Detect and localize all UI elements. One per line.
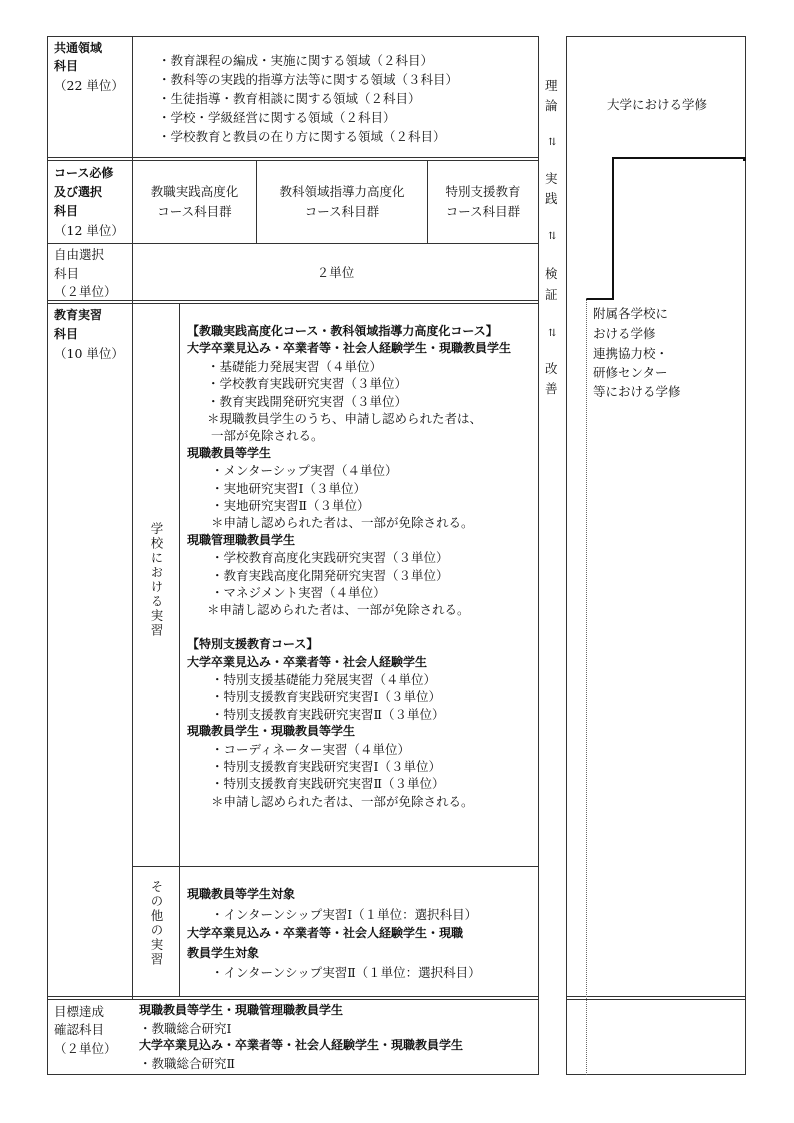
cycle-practice-1: 実 <box>545 171 558 186</box>
course-label-3: 科目 <box>54 204 79 218</box>
table-border-left <box>47 36 48 1075</box>
school-practicum-line: 【特別支援教育コース】 <box>187 637 319 652</box>
school-practicum-line: ・基礎能力発展実習（４単位） <box>207 358 383 374</box>
course-label-1: コース必修 <box>54 166 114 180</box>
other-practicum-line: ・インターンシップ実習Ⅰ（１単位：選択科目） <box>211 906 478 922</box>
school-practicum-line: ・コーディネーター実習（４単位） <box>211 741 411 757</box>
practicum-label-1: 教育実習 <box>54 308 103 322</box>
other-practicum-line: ・インターンシップ実習Ⅱ（１単位：選択科目） <box>211 965 481 980</box>
common-item: ・学校・学級経営に関する領域（２科目） <box>158 110 396 125</box>
step-line-corner <box>743 157 746 161</box>
course-group-2-line-2: コース科目群 <box>304 204 380 219</box>
group-divider <box>256 160 257 244</box>
table-border-right <box>538 36 539 1075</box>
row-divider-double <box>47 303 539 304</box>
other-practicum-label: その他の実習 <box>149 880 164 967</box>
cycle-verify-2: 証 <box>545 287 558 302</box>
goal-label-2: 確認科目 <box>54 1022 105 1037</box>
practicum-label-2: 科目 <box>54 327 79 341</box>
box-divider <box>566 996 746 997</box>
school-practicum-line: ・特別支援基礎能力発展実習（４単位） <box>211 672 437 687</box>
school-learning-1: 附属各学校に <box>593 306 669 321</box>
school-practicum-line: ・実地研究実習Ⅱ（３単位） <box>211 498 370 513</box>
box-border-left <box>566 36 567 1075</box>
dotted-guide <box>586 298 587 1075</box>
school-learning-5: 等における学修 <box>593 384 681 399</box>
row-divider <box>47 996 539 997</box>
course-group-1-line-1: 教職実践高度化 <box>150 184 239 199</box>
course-group-1-line-2: コース科目群 <box>157 204 232 219</box>
label-column-divider <box>132 36 133 999</box>
goal-line: ・教職総合研究Ⅱ <box>139 1055 235 1071</box>
sub-label-divider <box>179 303 180 997</box>
school-practicum-line: ＊申請し認められた者は、一部が免除される。 <box>211 793 474 809</box>
school-practicum-line: ＊申請し認められた者は、一部が免除される。 <box>207 602 470 618</box>
school-practicum-line: ・特別支援教育実践研究実習Ⅱ（３単位） <box>211 776 445 792</box>
free-units: （２単位） <box>54 284 117 299</box>
common-label-1: 共通領域 <box>54 41 103 55</box>
school-practicum-line: ・教育実践開発研究実習（３単位） <box>207 393 408 409</box>
step-line-top <box>612 157 746 159</box>
cycle-improve-2: 善 <box>545 381 558 396</box>
school-learning-3: 連携協力校・ <box>593 346 669 361</box>
cycle-verify-1: 検 <box>545 266 558 281</box>
school-practicum-line: ・特別支援教育実践研究実習Ⅰ（３単位） <box>211 689 441 705</box>
school-practicum-line: ・特別支援教育実践研究実習Ⅰ（３単位） <box>211 759 441 774</box>
free-value: ２単位 <box>316 265 355 280</box>
goal-line: ・教職総合研究Ⅰ <box>139 1020 232 1036</box>
school-practicum-label: 学校における実習 <box>149 522 164 638</box>
subrow-divider <box>132 866 539 867</box>
school-practicum-line: ＊申請し認められた者は、一部が免除される。 <box>211 515 474 531</box>
cycle-arrow-icon: ⇅ <box>548 328 557 339</box>
school-learning-2: おける学修 <box>593 326 656 341</box>
other-practicum-line: 現職教員等学生対象 <box>187 887 296 901</box>
step-line-vertical <box>612 157 614 299</box>
course-group-2-line-1: 教科領域指導力高度化 <box>279 184 405 199</box>
table-border-bottom <box>47 1074 539 1075</box>
row-divider <box>47 157 539 158</box>
common-item: ・教科等の実践的指導方法等に関する領域（３科目） <box>158 72 459 87</box>
school-practicum-line: ・メンターシップ実習（４単位） <box>211 463 398 479</box>
course-group-3-line-1: 特別支援教育 <box>445 184 521 199</box>
cycle-practice-2: 践 <box>545 191 558 206</box>
free-label-2: 科目 <box>54 266 80 281</box>
common-units: （22 単位） <box>54 78 124 93</box>
cycle-arrow-icon: ⇅ <box>548 137 557 148</box>
practicum-units: （10 単位） <box>54 346 124 361</box>
school-practicum-line: ・学校教育実践研究実習（３単位） <box>207 376 408 392</box>
school-learning-4: 研修センター <box>593 365 668 380</box>
school-practicum-line: ・学校教育高度化実践研究実習（３単位） <box>211 550 449 566</box>
school-practicum-line: ・教育実践高度化開発研究実習（３単位） <box>211 567 449 583</box>
common-label-2: 科目 <box>54 59 79 73</box>
university-learning: 大学における学修 <box>607 97 708 112</box>
table-border-top <box>47 36 539 37</box>
cycle-improve-1: 改 <box>545 361 558 376</box>
free-label-1: 自由選択 <box>54 247 105 262</box>
cycle-theory-2: 論 <box>545 98 558 113</box>
common-item: ・教育課程の編成・実施に関する領域（２科目） <box>158 53 434 68</box>
course-group-3-line-2: コース科目群 <box>445 204 521 219</box>
row-divider <box>47 243 539 244</box>
school-practicum-line: ＊現職教員学生のうち、申請し認められた者は、 <box>207 411 483 426</box>
goal-line: 大学卒業見込み・卒業者等・社会人経験学生・現職教員学生 <box>139 1038 464 1052</box>
course-label-2: 及び選択 <box>54 185 103 199</box>
school-practicum-line: 大学卒業見込み・卒業者等・社会人経験学生 <box>187 654 428 669</box>
common-item: ・生徒指導・教育相談に関する領域（２科目） <box>158 91 421 106</box>
school-practicum-line: 大学卒業見込み・卒業者等・社会人経験学生・現職教員学生 <box>187 341 512 356</box>
other-practicum-line: 教員学生対象 <box>187 945 260 960</box>
group-divider <box>427 160 428 244</box>
school-practicum-line: 【教職実践高度化コース・教科領域指導力高度化コース】 <box>187 324 498 338</box>
school-practicum-line: 現職管理職教員学生 <box>187 532 296 547</box>
school-practicum-line: 一部が免除される。 <box>211 428 324 444</box>
box-border-top <box>566 36 746 37</box>
cycle-arrow-icon: ⇅ <box>548 231 557 242</box>
box-border-right <box>745 36 746 1075</box>
step-line-bottom <box>586 298 614 300</box>
goal-label-1: 目標達成 <box>54 1004 105 1019</box>
row-divider <box>47 300 539 301</box>
row-divider-double <box>47 160 539 161</box>
school-practicum-line: ・実地研究実習Ⅰ（３単位） <box>211 480 366 496</box>
school-practicum-line: 現職教員学生・現職教員等学生 <box>187 724 356 739</box>
goal-line: 現職教員等学生・現職管理職教員学生 <box>139 1003 344 1017</box>
course-units: （12 単位） <box>54 223 124 238</box>
cycle-theory-1: 理 <box>545 78 558 93</box>
school-practicum-line: ・マネジメント実習（４単位） <box>211 585 386 600</box>
school-practicum-line: 現職教員等学生 <box>187 445 272 460</box>
school-practicum-line: ・特別支援教育実践研究実習Ⅱ（３単位） <box>211 706 445 722</box>
common-item: ・学校教育と教員の在り方に関する領域（２科目） <box>158 129 446 144</box>
box-border-bottom <box>566 1074 746 1075</box>
goal-units: （２単位） <box>54 1041 117 1056</box>
other-practicum-line: 大学卒業見込み・卒業者等・社会人経験学生・現職 <box>187 926 464 940</box>
row-divider-double <box>47 999 539 1000</box>
box-divider-double <box>566 999 746 1000</box>
